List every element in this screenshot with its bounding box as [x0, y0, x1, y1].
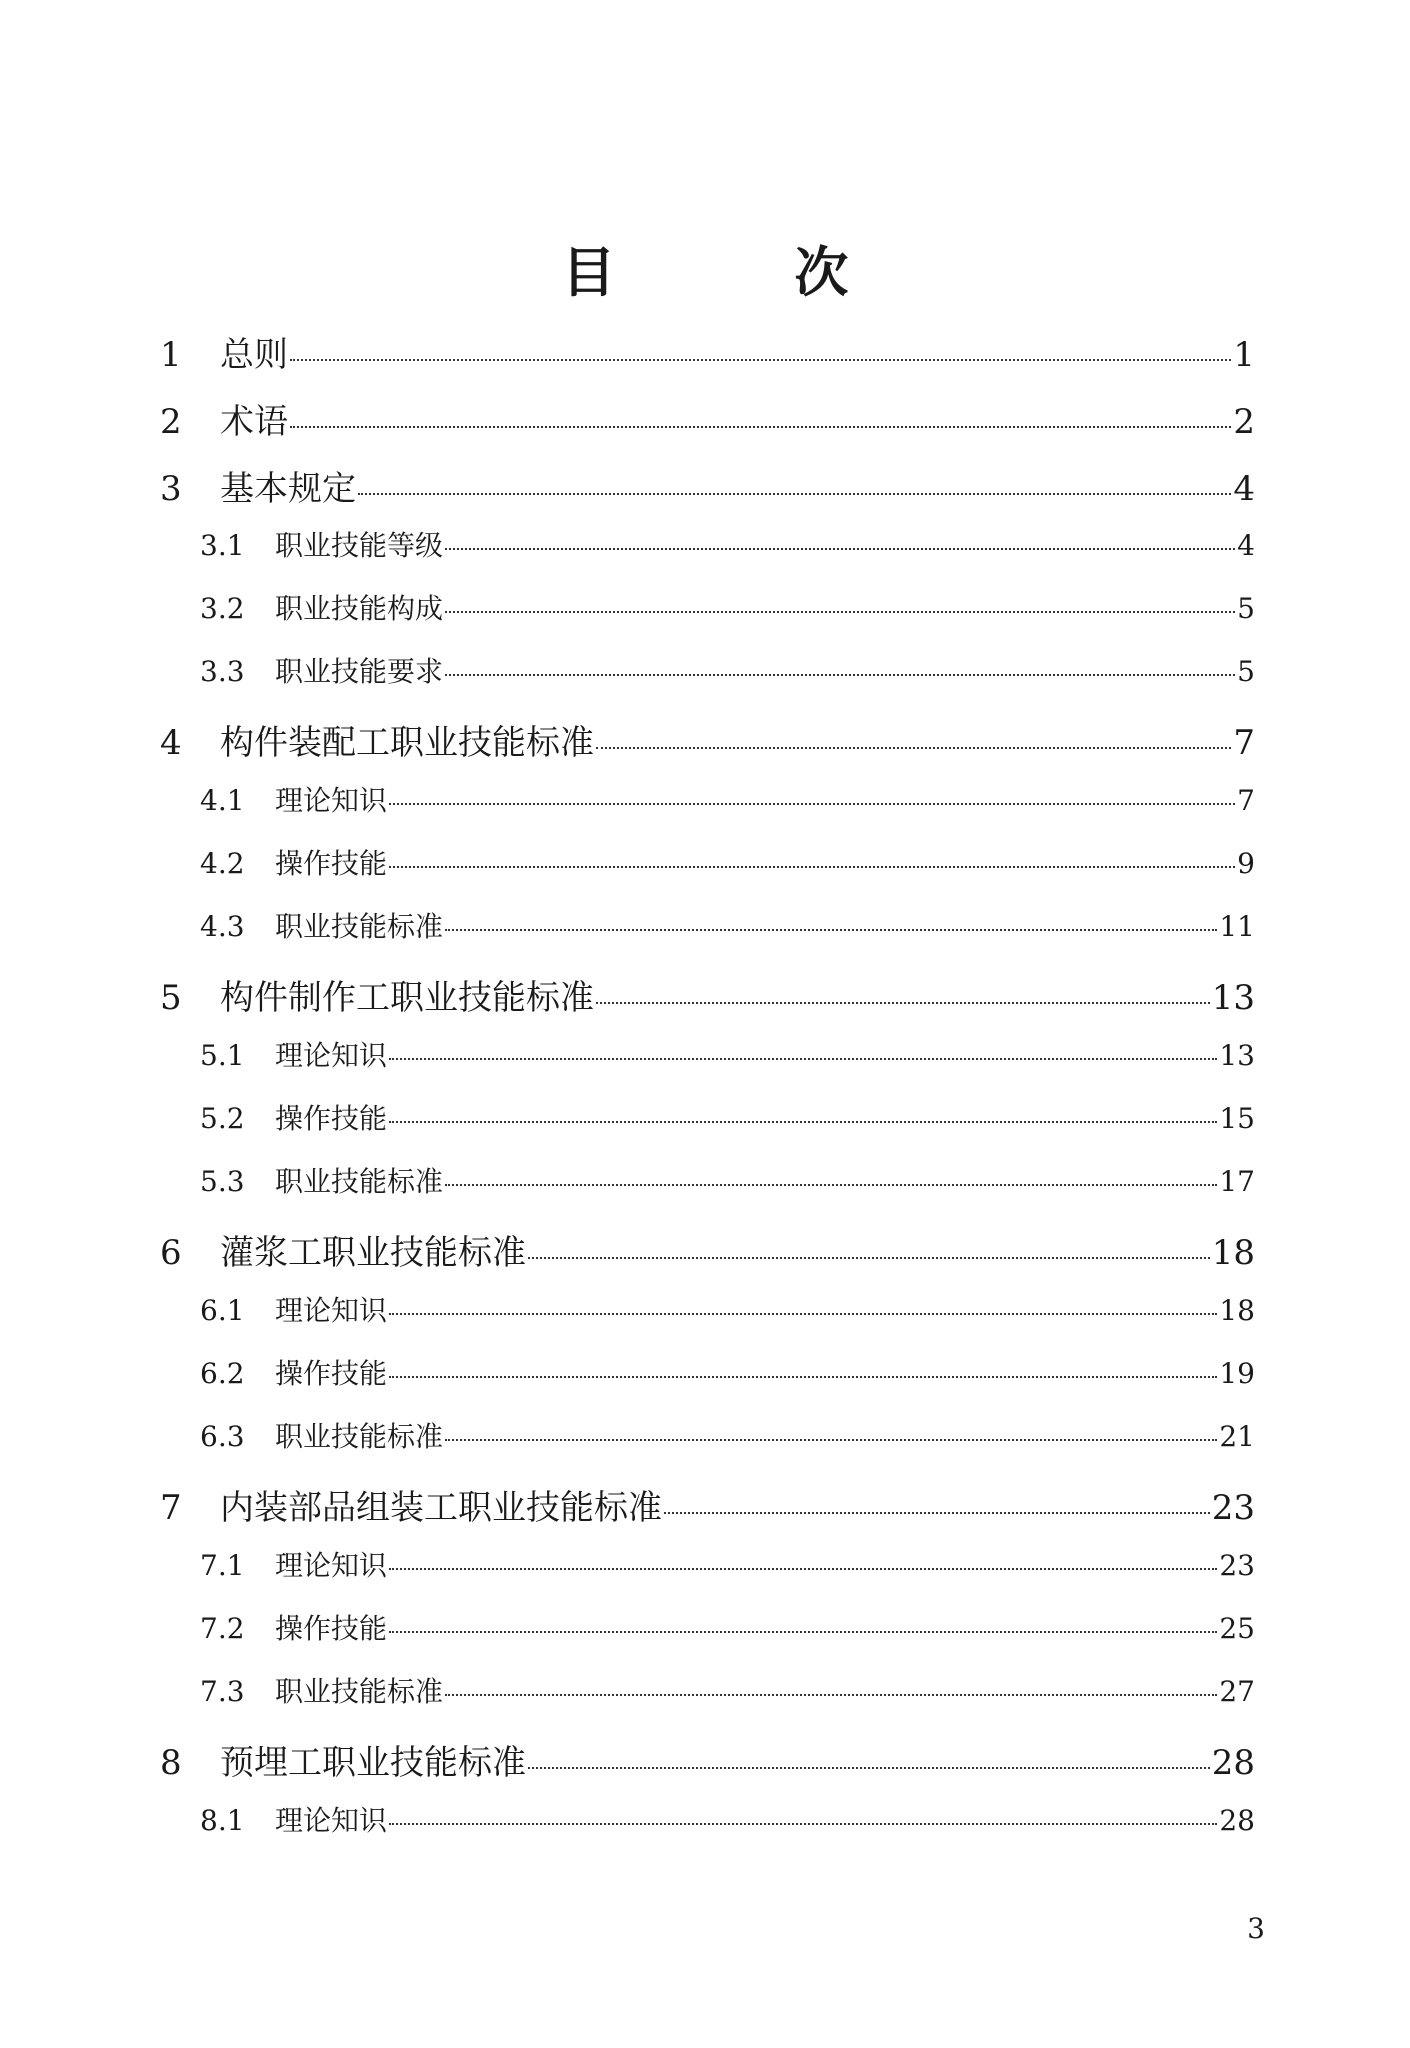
toc-leader-dots [389, 1376, 1217, 1378]
toc-entry[interactable] [160, 905, 1255, 945]
toc-entry[interactable] [160, 1289, 1255, 1329]
toc-entry[interactable] [160, 1352, 1255, 1392]
toc-entry-page-number: 18 [1211, 1233, 1255, 1273]
toc-entry[interactable] [160, 1607, 1255, 1647]
toc-entry-page-number: 27 [1219, 1675, 1255, 1708]
toc-entry-label: 内装部品组装工职业技能标准 [220, 1488, 662, 1528]
toc-entry-number: 6.3 [200, 1420, 245, 1453]
toc-entry-label: 理论知识 [275, 1294, 388, 1327]
toc-entry-number: 3 [160, 469, 182, 509]
toc-entry-number: 4 [160, 723, 182, 763]
toc-entry[interactable] [160, 394, 1255, 442]
toc-entry-page-number: 28 [1219, 1804, 1255, 1837]
toc-entry-number: 5.2 [200, 1102, 245, 1135]
toc-entry[interactable] [160, 1480, 1255, 1528]
toc-entry-label: 理论知识 [275, 1039, 388, 1072]
toc-leader-dots [445, 548, 1235, 550]
toc-entry-label: 构件制作工职业技能标准 [220, 978, 594, 1018]
toc-leader-dots [528, 1767, 1210, 1769]
toc-entry-number: 7.1 [200, 1549, 245, 1582]
toc-entry-page-number: 13 [1211, 978, 1255, 1018]
toc-entry-page-number: 4 [1233, 469, 1255, 509]
toc-entry-page-number: 23 [1211, 1488, 1255, 1528]
toc-entry-page-number: 1 [1233, 335, 1255, 375]
toc-leader-dots [358, 493, 1231, 495]
toc-entry-number: 7.2 [200, 1612, 245, 1645]
toc-entry[interactable] [160, 970, 1255, 1018]
toc-entry-label: 职业技能标准 [275, 1165, 444, 1198]
page-title: 目 次 [561, 240, 929, 304]
toc-entry-page-number: 13 [1219, 1039, 1255, 1072]
page-number: 3 [1247, 1912, 1265, 1945]
toc-leader-dots [445, 929, 1217, 931]
toc-entry-number: 3.1 [200, 529, 245, 562]
toc-leader-dots [389, 1121, 1217, 1123]
toc-leader-dots [596, 747, 1231, 749]
toc-entry-page-number: 23 [1219, 1549, 1255, 1582]
toc-entry-label: 理论知识 [275, 1549, 388, 1582]
toc-entry-page-number: 5 [1237, 592, 1255, 625]
toc-leader-dots [389, 1058, 1217, 1060]
toc-leader-dots [389, 1631, 1217, 1633]
toc-leader-dots [290, 359, 1231, 361]
toc-entry[interactable] [160, 1225, 1255, 1273]
toc-leader-dots [445, 1439, 1217, 1441]
toc-entry-page-number: 5 [1237, 655, 1255, 688]
toc-entry-label: 灌浆工职业技能标准 [220, 1233, 526, 1273]
toc-entry-label: 职业技能要求 [275, 655, 444, 688]
toc-entry-page-number: 17 [1219, 1165, 1255, 1198]
toc-entry-number: 6.2 [200, 1357, 245, 1390]
toc-leader-dots [445, 674, 1235, 676]
toc-entry[interactable] [160, 1415, 1255, 1455]
toc-entry-number: 8.1 [200, 1804, 245, 1837]
toc-entry-label: 操作技能 [275, 1612, 388, 1645]
toc-entry-label: 预埋工职业技能标准 [220, 1743, 526, 1783]
toc-entry-label: 职业技能标准 [275, 1420, 444, 1453]
toc-leader-dots [389, 1568, 1217, 1570]
toc-leader-dots [596, 1002, 1210, 1004]
toc-entry-page-number: 28 [1211, 1743, 1255, 1783]
toc-entry-label: 操作技能 [275, 1102, 388, 1135]
toc-entry-page-number: 4 [1237, 529, 1255, 562]
toc-entry[interactable] [160, 650, 1255, 690]
toc-entry-number: 4.1 [200, 784, 245, 817]
toc-leader-dots [389, 866, 1235, 868]
toc-entry-number: 6.1 [200, 1294, 245, 1327]
toc-entry-number: 2 [160, 402, 182, 442]
toc-entry-label: 职业技能构成 [275, 592, 444, 625]
toc-entry-page-number: 2 [1233, 402, 1255, 442]
toc-leader-dots [528, 1257, 1210, 1259]
toc-entry-number: 4.3 [200, 910, 245, 943]
toc-entry[interactable] [160, 587, 1255, 627]
toc-leader-dots [389, 1823, 1217, 1825]
toc-leader-dots [445, 1184, 1217, 1186]
toc-entry-number: 6 [160, 1233, 182, 1273]
toc-entry[interactable] [160, 715, 1255, 763]
toc-entry-label: 总则 [220, 335, 288, 375]
toc-entry-label: 理论知识 [275, 1804, 388, 1837]
toc-leader-dots [290, 426, 1231, 428]
toc-entry-number: 8 [160, 1743, 182, 1783]
toc-entry[interactable] [160, 1735, 1255, 1783]
toc-entry[interactable] [160, 1544, 1255, 1584]
toc-leader-dots [445, 611, 1235, 613]
toc-entry-label: 术语 [220, 402, 288, 442]
toc-entry-page-number: 11 [1219, 910, 1255, 943]
toc-entry-number: 7.3 [200, 1675, 245, 1708]
toc-entry[interactable] [160, 1097, 1255, 1137]
toc-entry-page-number: 7 [1237, 784, 1255, 817]
toc-entry[interactable] [160, 842, 1255, 882]
toc-entry-number: 3.3 [200, 655, 245, 688]
toc-entry-number: 1 [160, 335, 182, 375]
toc-entry-label: 职业技能标准 [275, 1675, 444, 1708]
toc-leader-dots [389, 803, 1235, 805]
toc-entry[interactable] [160, 1034, 1255, 1074]
toc-entry-label: 操作技能 [275, 1357, 388, 1390]
toc-leader-dots [445, 1694, 1217, 1696]
toc-entry-label: 职业技能等级 [275, 529, 444, 562]
toc-entry-page-number: 19 [1219, 1357, 1255, 1390]
toc-entry-page-number: 18 [1219, 1294, 1255, 1327]
toc-entry[interactable] [160, 1160, 1255, 1200]
toc-entry-label: 操作技能 [275, 847, 388, 880]
toc-entry[interactable] [160, 1670, 1255, 1710]
toc-entry[interactable] [160, 461, 1255, 509]
toc-entry-label: 构件装配工职业技能标准 [220, 723, 594, 763]
toc-entry-number: 4.2 [200, 847, 245, 880]
toc-entry-label: 基本规定 [220, 469, 356, 509]
toc-entry-number: 7 [160, 1488, 182, 1528]
toc-leader-dots [664, 1512, 1210, 1514]
toc-entry[interactable] [160, 327, 1255, 375]
toc-entry-number: 5 [160, 978, 182, 1018]
toc-entry-page-number: 7 [1233, 723, 1255, 763]
toc-entry-page-number: 15 [1219, 1102, 1255, 1135]
toc-entry-number: 5.3 [200, 1165, 245, 1198]
toc-entry-page-number: 9 [1237, 847, 1255, 880]
toc-leader-dots [389, 1313, 1217, 1315]
toc-entry-page-number: 25 [1219, 1612, 1255, 1645]
toc-entry-number: 5.1 [200, 1039, 245, 1072]
toc-entry[interactable] [160, 524, 1255, 564]
toc-entry-label: 理论知识 [275, 784, 388, 817]
toc-entry[interactable] [160, 1799, 1255, 1839]
toc-entry-number: 3.2 [200, 592, 245, 625]
toc-entry[interactable] [160, 779, 1255, 819]
toc-entry-page-number: 21 [1219, 1420, 1255, 1453]
toc-entry-label: 职业技能标准 [275, 910, 444, 943]
